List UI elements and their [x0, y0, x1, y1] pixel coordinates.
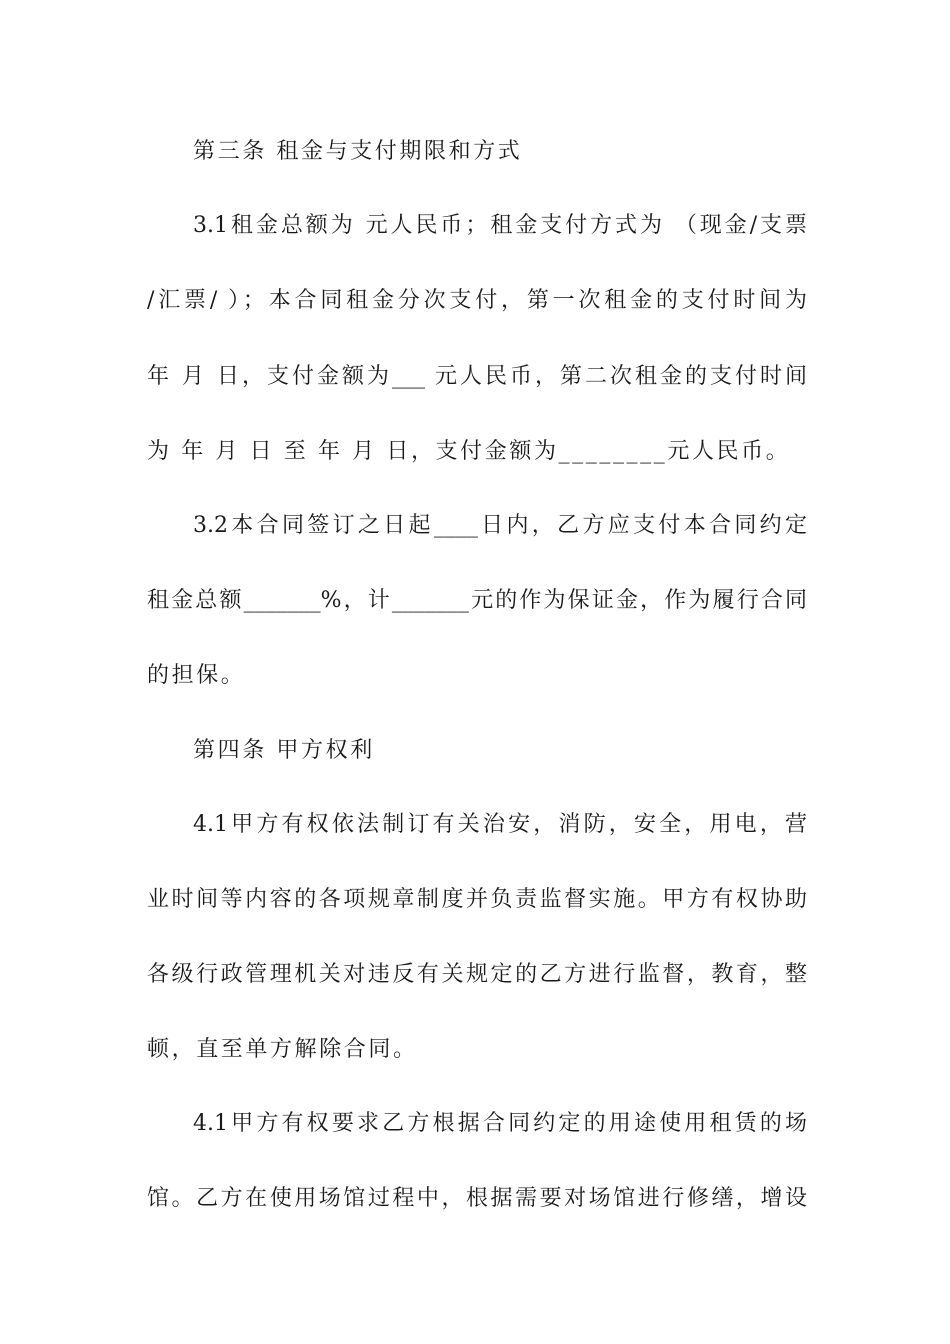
- paragraph-line: 4.1甲方有权要求乙方根据合同约定的用途使用租赁的场: [193, 1111, 807, 1136]
- paragraph-line: 3.2本合同签订之日起____日内，乙方应支付本合同约定: [193, 513, 807, 538]
- paragraph-line: 的担保。: [147, 663, 246, 688]
- paragraph-line: /汇票/ ）；本合同租金分次支付，第一次租金的支付时间为: [147, 288, 807, 313]
- paragraph-line: 各级行政管理机关对违反有关规定的乙方进行监督，教育，整: [147, 962, 807, 987]
- paragraph-line: 年 月 日，支付金额为___ 元人民币，第二次租金的支付时间: [147, 364, 807, 389]
- article-3-heading: 第三条 租金与支付期限和方式: [193, 139, 523, 164]
- paragraph-line: 租金总额_______%，计_______元的作为保证金，作为履行合同: [147, 588, 807, 613]
- paragraph-line: 馆。乙方在使用场馆过程中，根据需要对场馆进行修缮，增设: [147, 1186, 807, 1211]
- paragraph-line: 4.1甲方有权依法制订有关治安，消防，安全，用电，营: [193, 812, 807, 837]
- article-4-heading: 第四条 甲方权利: [193, 738, 375, 763]
- paragraph-line: 业时间等内容的各项规章制度并负责监督实施。甲方有权协助: [147, 887, 807, 912]
- paragraph-line: 顿，直至单方解除合同。: [147, 1037, 418, 1062]
- paragraph-line: 为 年 月 日 至 年 月 日，支付金额为________元人民币。: [147, 439, 791, 464]
- paragraph-line: 3.1租金总额为 元人民币；租金支付方式为 （现金/支票: [193, 213, 807, 238]
